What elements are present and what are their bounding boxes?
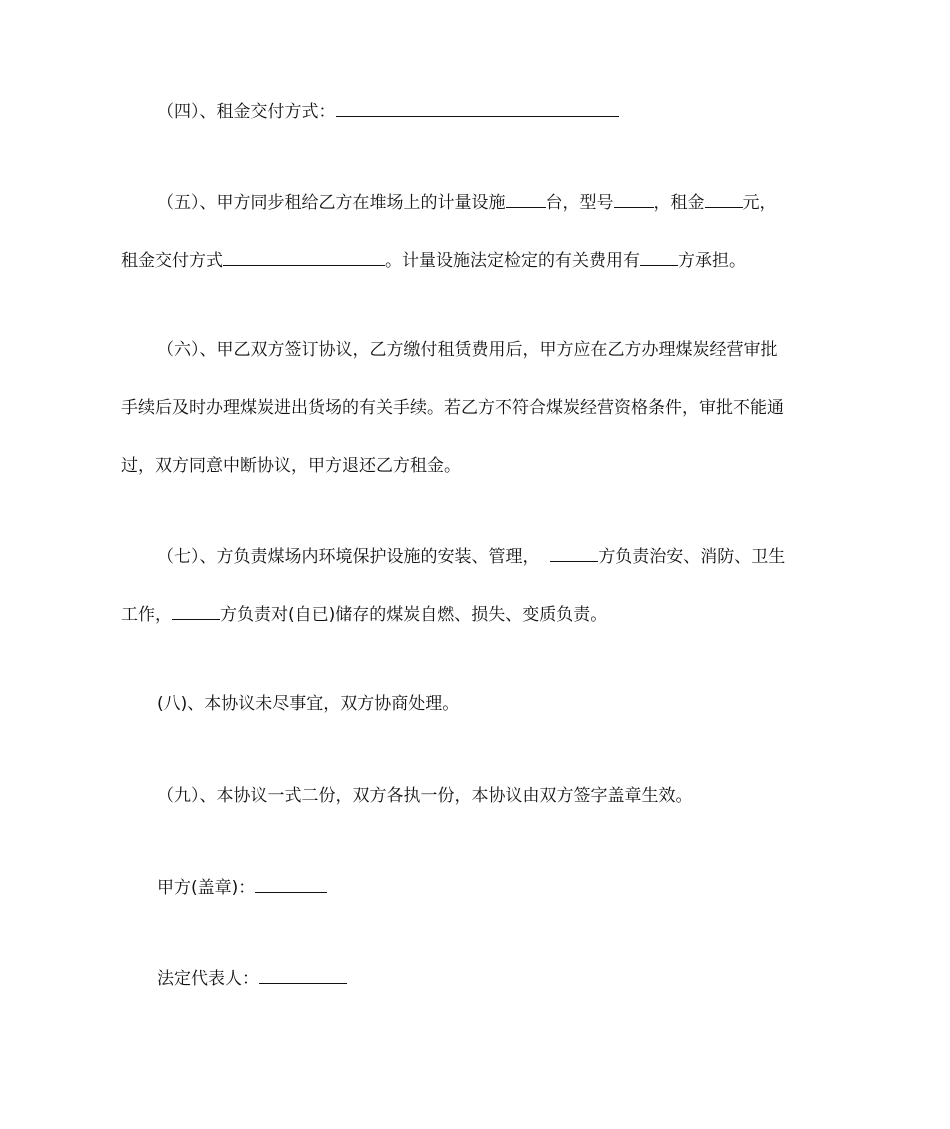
clause-7-text-a: （七）、方负责煤场内环境保护设施的安装、管理， xyxy=(157,547,540,567)
signature-party-a xyxy=(157,876,869,899)
signature-legal-rep xyxy=(157,967,869,990)
clause-8: (八)、本协议未尽事宜，双方协商处理。 xyxy=(157,694,460,714)
clause-7-line-1 xyxy=(157,545,869,568)
clause-4-text: （四）、租金交付方式： xyxy=(157,102,336,122)
clause-5-line-1 xyxy=(157,191,833,214)
clause-6-line-2: 手续后及时办理煤炭进出货场的有关手续。若乙方不符合煤炭经营资格条件，审批不能通 xyxy=(121,398,784,418)
clause-5-text-c: ，租金 xyxy=(653,193,705,213)
clause-5-text-b: 台，型号 xyxy=(545,193,614,213)
clause-6-line-3: 过，双方同意中断协议，甲方退还乙方租金。 xyxy=(121,456,461,476)
clause-9: （九）、本协议一式二份，双方各执一份，本协议由双方签字盖章生效。 xyxy=(157,786,693,806)
blank-fee-party[interactable] xyxy=(640,249,678,266)
clause-6-line-1: （六）、甲乙双方签订协议，乙方缴付租赁费用后，甲方应在乙方办理煤炭经营审批 xyxy=(157,340,778,360)
blank-legal-rep-signature[interactable] xyxy=(259,967,347,984)
party-a-label: 甲方(盖章)： xyxy=(157,878,256,898)
blank-security-party[interactable] xyxy=(550,545,598,562)
clause-5-line-2 xyxy=(121,249,833,272)
clause-5-text-d: 元， xyxy=(742,193,777,213)
clause-7-text-d: 方负责对(自已)储存的煤炭自燃、损失、变质负责。 xyxy=(220,605,608,625)
clause-5-text-e: 租金交付方式 xyxy=(121,251,223,271)
blank-meter-payment-method[interactable] xyxy=(223,249,385,266)
blank-rent-payment-method[interactable] xyxy=(336,100,619,117)
blank-rent-amount[interactable] xyxy=(705,191,743,208)
blank-storage-party[interactable] xyxy=(172,603,220,620)
blank-meter-count[interactable] xyxy=(506,191,546,208)
blank-model[interactable] xyxy=(614,191,654,208)
clause-7-text-b: 方负责治安、消防、卫生 xyxy=(598,547,786,567)
legal-rep-label: 法定代表人： xyxy=(157,969,259,989)
blank-party-a-seal[interactable] xyxy=(255,876,327,893)
clause-5-text-g: 方承担。 xyxy=(678,251,746,271)
clause-5-text-f: 。计量设施法定检定的有关费用有 xyxy=(385,251,640,271)
clause-7-text-c: 工作， xyxy=(121,605,172,625)
clause-4 xyxy=(157,100,869,123)
clause-5-text-a: （五）、甲方同步租给乙方在堆场上的计量设施 xyxy=(157,193,506,213)
clause-7-line-2 xyxy=(121,603,833,626)
